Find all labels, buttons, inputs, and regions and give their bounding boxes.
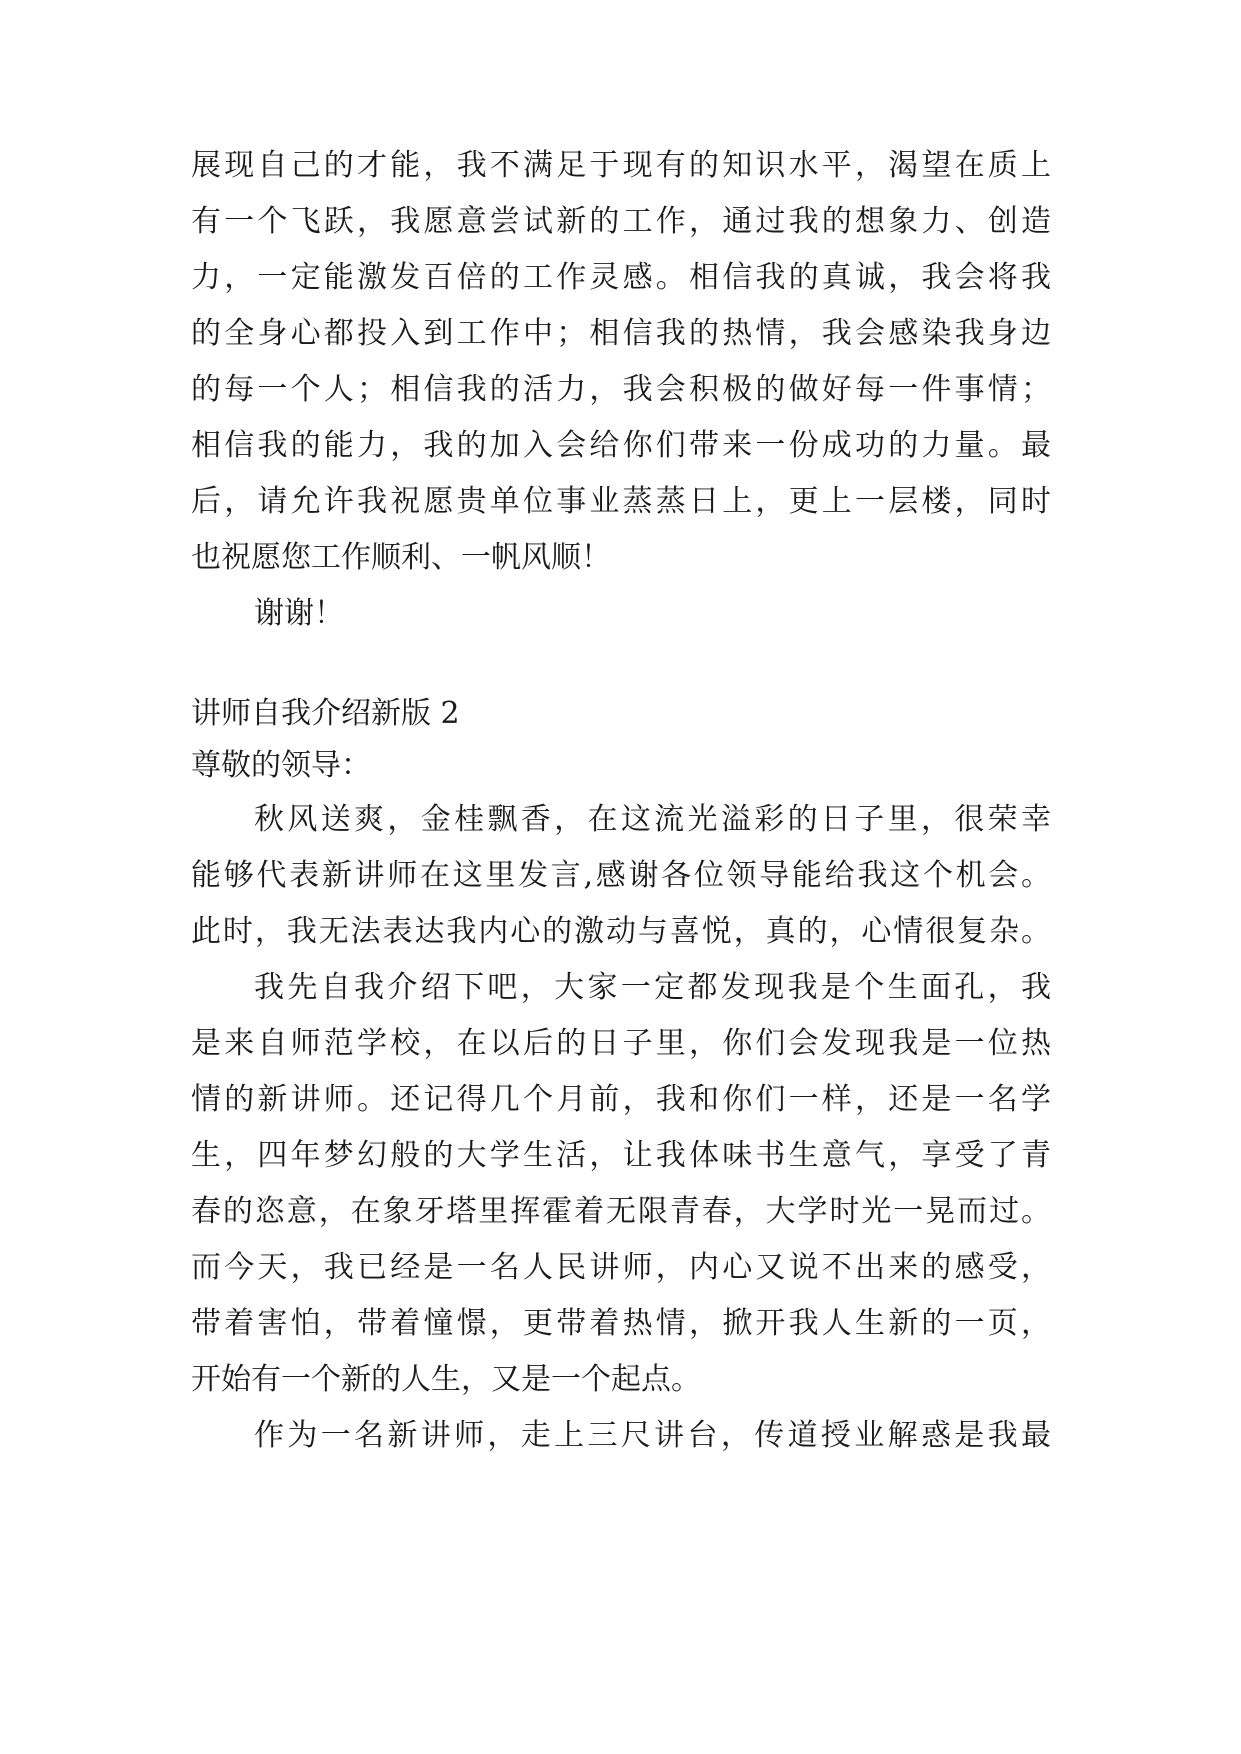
paragraph-3-line: 而今天，我已经是一名人民讲师，内心又说不出来的感受， <box>191 1250 1051 1285</box>
paragraph-2-line: 此时，我无法表达我内心的激动与喜悦，真的，心情很复杂。 <box>191 914 1051 949</box>
paragraph-1-line: 的每一个人；相信我的活力，我会积极的做好每一件事情； <box>191 372 1051 407</box>
section-title: 讲师自我介绍新版 2 <box>191 696 460 731</box>
paragraph-3-line: 生，四年梦幻般的大学生活，让我体味书生意气，享受了青 <box>191 1138 1051 1173</box>
thanks-line: 谢谢！ <box>254 596 344 631</box>
paragraph-3-line: 是来自师范学校，在以后的日子里，你们会发现我是一位热 <box>191 1026 1051 1061</box>
salutation: 尊敬的领导： <box>191 748 371 783</box>
paragraph-1-line: 有一个飞跃，我愿意尝试新的工作，通过我的想象力、创造 <box>191 204 1051 239</box>
paragraph-1-line: 也祝愿您工作顺利、一帆风顺！ <box>191 540 611 575</box>
paragraph-1-line: 的全身心都投入到工作中；相信我的热情，我会感染我身边 <box>191 316 1051 351</box>
paragraph-1-line: 展现自己的才能，我不满足于现有的知识水平，渴望在质上 <box>191 148 1051 183</box>
paragraph-3-line: 我先自我介绍下吧，大家一定都发现我是个生面孔，我 <box>254 970 1051 1005</box>
paragraph-3-line: 带着害怕，带着憧憬，更带着热情，掀开我人生新的一页， <box>191 1306 1051 1341</box>
paragraph-2-line: 秋风送爽，金桂飘香，在这流光溢彩的日子里，很荣幸 <box>254 802 1051 837</box>
paragraph-1-line: 后，请允许我祝愿贵单位事业蒸蒸日上，更上一层楼，同时 <box>191 484 1051 519</box>
paragraph-1-line: 力，一定能激发百倍的工作灵感。相信我的真诚，我会将我 <box>191 260 1051 295</box>
paragraph-4-line: 作为一名新讲师，走上三尺讲台，传道授业解惑是我最 <box>254 1418 1051 1453</box>
paragraph-3-line: 开始有一个新的人生，又是一个起点。 <box>191 1362 701 1397</box>
paragraph-2-line: 能够代表新讲师在这里发言,感谢各位领导能给我这个机会。 <box>191 858 1051 893</box>
paragraph-1-line: 相信我的能力，我的加入会给你们带来一份成功的力量。最 <box>191 428 1051 463</box>
paragraph-3-line: 情的新讲师。还记得几个月前，我和你们一样，还是一名学 <box>191 1082 1051 1117</box>
paragraph-3-line: 春的恣意，在象牙塔里挥霍着无限青春，大学时光一晃而过。 <box>191 1194 1051 1229</box>
